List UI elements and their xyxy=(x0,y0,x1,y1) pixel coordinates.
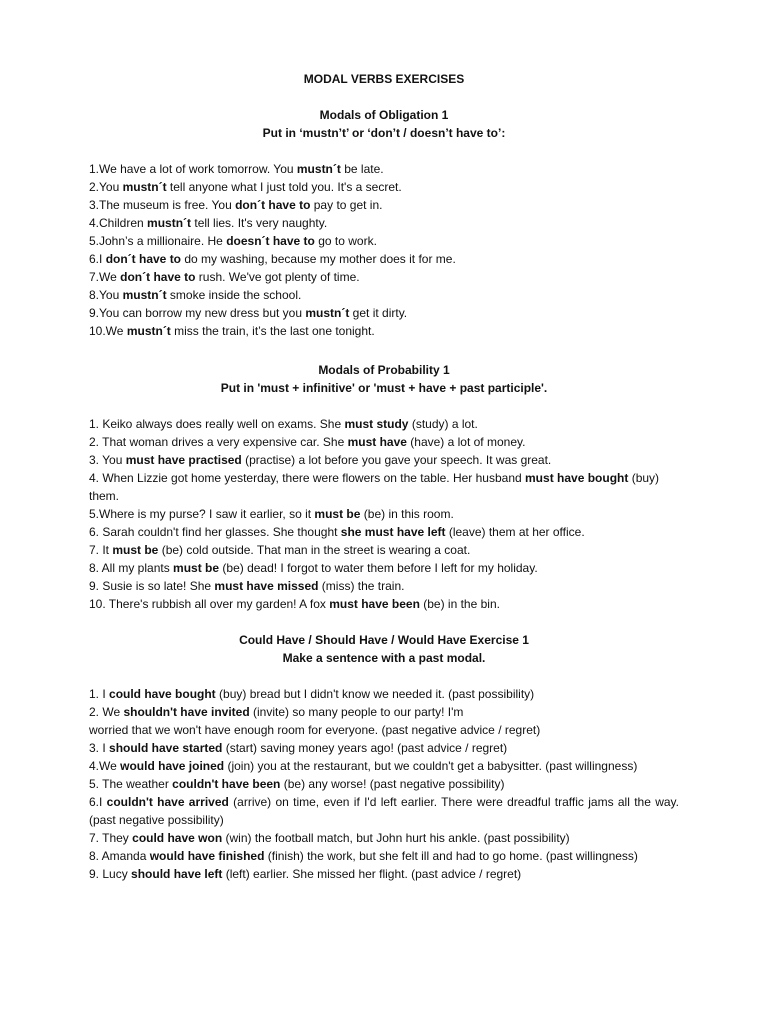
item-answer: mustn´t xyxy=(122,180,167,194)
item-text: (arrive) on time, even if I'd left earlier. There were dreadful traffic jams all the way. (past negative possibility) xyxy=(89,795,679,827)
exercise-item xyxy=(89,250,679,268)
item-answer: must have xyxy=(347,435,407,449)
item-text: 8. All my plants xyxy=(89,561,174,575)
document-title: MODAL VERBS EXERCISES xyxy=(303,72,465,86)
exercise-list xyxy=(89,685,679,883)
item-answer: must have bought xyxy=(525,471,629,485)
section-probability xyxy=(89,361,679,613)
exercise-item xyxy=(89,775,679,793)
item-answer: doesn´t have to xyxy=(226,234,315,248)
item-text: (invite) so many people to our party! I'm xyxy=(249,705,464,719)
item-text: 7. They xyxy=(89,831,133,845)
section-obligation xyxy=(89,106,679,340)
item-answer: would have finished xyxy=(149,849,265,863)
item-answer: could have bought xyxy=(109,687,216,701)
item-text: 5.John’s a millionaire. He xyxy=(89,234,227,248)
exercise-item xyxy=(89,559,679,577)
exercise-item xyxy=(89,451,679,469)
item-text: (be) in this room. xyxy=(360,507,454,521)
exercise-item xyxy=(89,703,679,721)
exercise-item xyxy=(89,685,679,703)
item-answer: could have won xyxy=(132,831,223,845)
item-text: 5. The weather xyxy=(89,777,173,791)
item-text: 3.The museum is free. You xyxy=(89,198,236,212)
item-text: 9. Susie is so late! She xyxy=(89,579,215,593)
item-text: rush. We've got plenty of time. xyxy=(195,270,360,284)
exercise-item xyxy=(89,304,679,322)
exercise-item xyxy=(89,178,679,196)
exercise-item xyxy=(89,739,679,757)
item-text: 6.I xyxy=(89,795,107,809)
exercise-item xyxy=(89,415,679,433)
item-answer: mustn´t xyxy=(305,306,350,320)
section-instruction: Make a sentence with a past modal. xyxy=(282,651,486,665)
exercise-item xyxy=(89,829,679,847)
item-text: (finish) the work, but she felt ill and had to go home. (past willingness) xyxy=(264,849,638,863)
item-answer: mustn´t xyxy=(122,288,167,302)
item-answer: mustn´t xyxy=(147,216,192,230)
document-page xyxy=(89,70,679,881)
item-answer: must have missed xyxy=(214,579,319,593)
item-text: (be) any worse! (past negative possibility) xyxy=(280,777,505,791)
item-text: (left) earlier. She missed her flight. (past advice / regret) xyxy=(222,867,522,881)
item-answer: must study xyxy=(344,417,409,431)
item-text: (practise) a lot before you gave your speech. It was great. xyxy=(241,453,552,467)
item-text: (start) saving money years ago! (past advice / regret) xyxy=(222,741,508,755)
item-answer: mustn´t xyxy=(126,324,171,338)
item-text: tell anyone what I just told you. It's a secret. xyxy=(166,180,402,194)
item-text: (be) in the bin. xyxy=(419,597,500,611)
exercise-item xyxy=(89,433,679,451)
item-text: 1. I xyxy=(89,687,110,701)
exercise-item xyxy=(89,793,679,829)
item-text: 2. That woman drives a very expensive car. She xyxy=(89,435,348,449)
item-answer: must have been xyxy=(329,597,420,611)
exercise-item xyxy=(89,595,679,613)
item-text: 7. It xyxy=(89,543,113,557)
item-text: 2. We xyxy=(89,705,124,719)
item-text: 6.I xyxy=(89,252,106,266)
item-text: do my washing, because my mother does it for me. xyxy=(181,252,456,266)
item-text: 1.We have a lot of work tomorrow. You xyxy=(89,162,297,176)
item-text: 3. I xyxy=(89,741,110,755)
exercise-item xyxy=(89,268,679,286)
item-answer: would have joined xyxy=(120,759,225,773)
exercise-item xyxy=(89,721,679,739)
exercise-item xyxy=(89,322,679,340)
exercise-item xyxy=(89,196,679,214)
item-text: (be) dead! I forgot to water them before I left for my holiday. xyxy=(219,561,538,575)
item-text: smoke inside the school. xyxy=(166,288,302,302)
item-text: (buy) them. xyxy=(89,471,660,503)
section-heading: Modals of Obligation 1 xyxy=(319,108,449,122)
exercise-item xyxy=(89,469,679,505)
item-text: (study) a lot. xyxy=(408,417,478,431)
item-text: 8.You xyxy=(89,288,123,302)
section-instruction: Put in ‘mustn’t’ or ‘don’t / doesn’t have to’: xyxy=(262,126,506,140)
exercise-item xyxy=(89,286,679,304)
item-text: 4. When Lizzie got home yesterday, there were flowers on the table. Her husband xyxy=(89,471,526,485)
exercise-item xyxy=(89,847,679,865)
item-text: be late. xyxy=(340,162,384,176)
item-text: (leave) them at her office. xyxy=(445,525,585,539)
item-answer: must be xyxy=(173,561,220,575)
item-text: (join) you at the restaurant, but we couldn't get a babysitter. (past willingness) xyxy=(224,759,638,773)
item-text: (miss) the train. xyxy=(318,579,405,593)
item-text: (buy) bread but I didn't know we needed it. (past possibility) xyxy=(215,687,535,701)
item-text: 4.We xyxy=(89,759,121,773)
item-text: tell lies. It's very naughty. xyxy=(191,216,328,230)
item-answer: couldn't have arrived xyxy=(106,795,229,809)
item-text: 7.We xyxy=(89,270,121,284)
exercise-item xyxy=(89,505,679,523)
exercise-item xyxy=(89,757,679,775)
item-text: worried that we won't have enough room for everyone. (past negative advice / regret) xyxy=(89,723,541,737)
item-text: 9.You can borrow my new dress but you xyxy=(89,306,306,320)
item-answer: don´t have to xyxy=(105,252,182,266)
item-answer: don´t have to xyxy=(235,198,311,212)
exercise-list xyxy=(89,160,679,340)
item-answer: mustn´t xyxy=(296,162,341,176)
item-answer: she must have left xyxy=(340,525,446,539)
item-text: miss the train, it’s the last one tonight. xyxy=(170,324,375,338)
item-answer: must have practised xyxy=(125,453,242,467)
item-text: 8. Amanda xyxy=(89,849,150,863)
section-heading: Could Have / Should Have / Would Have Exercise 1 xyxy=(239,633,529,647)
item-text: go to work. xyxy=(314,234,377,248)
item-text: 6. Sarah couldn't find her glasses. She thought xyxy=(89,525,341,539)
item-answer: couldn't have been xyxy=(172,777,281,791)
item-text: 2.You xyxy=(89,180,123,194)
item-text: 9. Lucy xyxy=(89,867,132,881)
exercise-list xyxy=(89,415,679,613)
item-answer: should have left xyxy=(131,867,223,881)
exercise-item xyxy=(89,541,679,559)
section-past-modals xyxy=(89,631,679,883)
item-text: (win) the football match, but John hurt his ankle. (past possibility) xyxy=(222,831,570,845)
item-answer: don´t have to xyxy=(120,270,196,284)
section-instruction: Put in 'must + infinitive' or 'must + have + past participle'. xyxy=(220,381,548,395)
item-text: 5.Where is my purse? I saw it earlier, so it xyxy=(89,507,315,521)
item-text: pay to get in. xyxy=(310,198,383,212)
exercise-item xyxy=(89,577,679,595)
item-text: (have) a lot of money. xyxy=(406,435,526,449)
item-answer: must be xyxy=(112,543,159,557)
exercise-item xyxy=(89,160,679,178)
item-answer: shouldn't have invited xyxy=(123,705,250,719)
item-text: (be) cold outside. That man in the street is wearing a coat. xyxy=(158,543,471,557)
exercise-item xyxy=(89,232,679,250)
item-text: 4.Children xyxy=(89,216,148,230)
item-text: get it dirty. xyxy=(349,306,408,320)
exercise-item xyxy=(89,214,679,232)
section-heading: Modals of Probability 1 xyxy=(318,363,450,377)
item-text: 10.We xyxy=(89,324,127,338)
item-text: 10. There's rubbish all over my garden! A fox xyxy=(89,597,330,611)
item-answer: must be xyxy=(314,507,361,521)
item-text: 3. You xyxy=(89,453,126,467)
exercise-item xyxy=(89,865,679,883)
item-answer: should have started xyxy=(109,741,223,755)
item-text: 1. Keiko always does really well on exams. She xyxy=(89,417,345,431)
exercise-item xyxy=(89,523,679,541)
